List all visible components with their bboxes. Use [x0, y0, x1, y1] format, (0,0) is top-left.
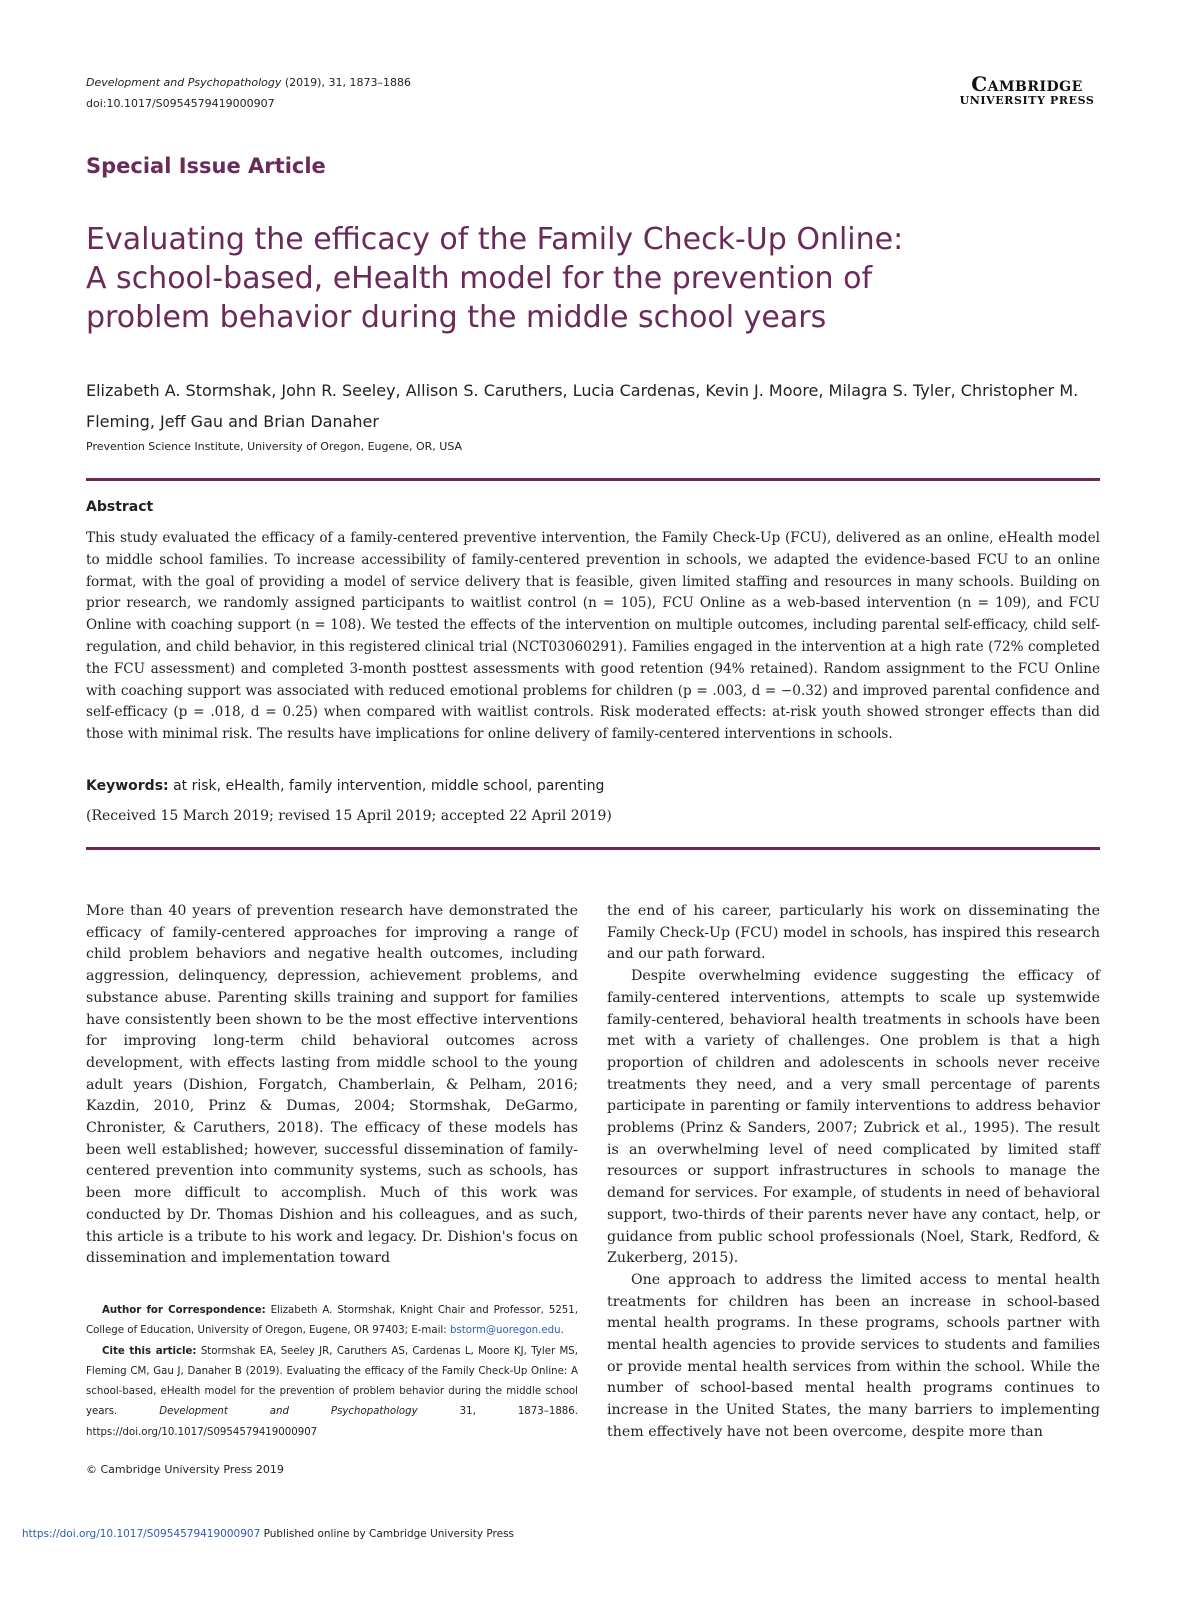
cite-tail: 31, 1873–1886. https://doi.org/10.1017/S0954579419000907	[86, 1406, 578, 1438]
abstract-heading: Abstract	[86, 499, 154, 515]
cite-label: Cite this article:	[102, 1345, 197, 1357]
copyright: © Cambridge University Press 2019	[86, 1463, 284, 1476]
affiliation: Prevention Science Institute, University of Oregon, Eugene, OR, USA	[86, 440, 463, 453]
body-paragraph: More than 40 years of prevention research have demonstrated the efficacy of family-centered approaches for improving a range of child problem behaviors and negative health outcomes, including aggression, delinquency, depression, achievement problems, and substance abuse. Parenting skills training and support for families have consistently been shown to be the most effective interventions for improving long-term child behavioral outcomes across development, with effects lasting from middle school to the young adult years (Dishion, Forgatch, Chamberlain, & Pelham, 2016; Kazdin, 2010, Prinz & Dumas, 2004; Stormshak, DeGarmo, Chronister, & Caruthers, 2018). The efficacy of these models has been well established; however, successful dissemination of family-centered prevention into community systems, such as schools, has been more difficult to accomplish. Much of this work was conducted by Dr. Thomas Dishion and his colleagues, and as such, this article is a tribute to his work and legacy. Dr. Dishion's focus on dissemination and implementation toward	[86, 903, 578, 1267]
title-line: problem behavior during the middle school years	[86, 300, 827, 335]
keywords	[86, 778, 604, 794]
footnote	[86, 1301, 578, 1443]
journal-volume: (2019), 31, 1873–1886	[281, 76, 411, 89]
cite-text: Stormshak EA, Seeley JR, Caruthers AS, Cardenas L, Moore KJ, Tyler MS, Fleming CM, Gau J, Danaher B (2019). Evaluating the efficacy of the Family Check-Up Online: A school-based, eHealth model for the prevention of problem behavior during the middle school years.	[86, 1345, 578, 1418]
body-column-right	[607, 901, 1100, 1444]
body-paragraph: Despite overwhelming evidence suggesting the efficacy of family-centered interventions, attempts to scale up systemwide family-centered, behavioral health treatments in schools have been met with a variety of challenges. One problem is that a high proportion of children and adolescents in schools never receive treatments they need, and a very small percentage of parents participate in parenting or family interventions to address behavior problems (Prinz & Sanders, 2007; Zubrick et al., 1995). The result is an overwhelming level of need complicated by limited staff resources or support infrastructures in schools to manage the demand for services. For example, of students in need of behavioral support, two-thirds of their parents never have any contact, help, or guidance from public school professionals (Noel, Stark, Redford, & Zukerberg, 2015).	[607, 968, 1100, 1267]
journal-info	[86, 72, 411, 114]
doi-link[interactable]: https://doi.org/10.1017/S0954579419000907	[22, 1528, 261, 1540]
publisher-subtitle: UNIVERSITY PRESS	[959, 94, 1095, 107]
correspondence-note	[86, 1301, 578, 1342]
title-line: Evaluating the efficacy of the Family Check-Up Online:	[86, 222, 904, 257]
author-list: Elizabeth A. Stormshak, John R. Seeley, Allison S. Caruthers, Lucia Cardenas, Kevin J. Moore, Milagra S. Tyler, Christopher M. Fleming, Jeff Gau and Brian Danaher	[86, 381, 1079, 431]
keywords-label: Keywords:	[86, 778, 169, 794]
article-type: Special Issue Article	[86, 154, 326, 178]
abstract-text: This study evaluated the efficacy of a family-centered preventive intervention, the Family Check-Up (FCU), delivered as an online, eHealth model to middle school families. To increase accessibility of family-centered prevention in schools, we adapted the evidence-based FCU to an online format, with the goal of providing a model of service delivery that is feasible, given limited staffing and resources in many schools. Building on prior research, we randomly assigned participants to waitlist control (n = 105), FCU Online as a web-based intervention (n = 109), and FCU Online with coaching support (n = 108). We tested the effects of the intervention on multiple outcomes, including parental self-efficacy, child self-regulation, and child behavior, in this registered clinical trial (NCT03060291). Families engaged in the intervention at a high rate (72% completed the FCU assessment) and completed 3-month posttest assessments with good retention (94% retained). Random assignment to the FCU Online with coaching support was associated with reduced emotional problems for children (p = .003, d = −0.32) and improved parental confidence and self-efficacy (p = .018, d = 0.25) when compared with waitlist controls. Risk moderated effects: at-risk youth showed stronger effects than did those with minimal risk. The results have implications for online delivery of family-centered interventions in schools.	[86, 530, 1100, 743]
correspondence-label: Author for Correspondence:	[102, 1305, 266, 1316]
publisher-logo	[952, 74, 1102, 108]
journal-doi: doi:10.1017/S0954579419000907	[86, 97, 275, 110]
article-title	[86, 220, 1086, 337]
section-divider	[86, 847, 1100, 850]
cite-note	[86, 1342, 578, 1443]
keywords-text: at risk, eHealth, family intervention, middle school, parenting	[168, 778, 605, 794]
journal-citation	[86, 72, 411, 93]
email-link[interactable]: bstorm@uoregon.edu	[449, 1325, 561, 1337]
body-column-left	[86, 901, 578, 1270]
section-divider	[86, 478, 1100, 481]
title-line: A school-based, eHealth model for the prevention of	[86, 261, 873, 296]
body-paragraph: One approach to address the limited access to mental health treatments for children has been an increase in school-based mental health programs. In these programs, schools partner with mental health agencies to provide services to students and families or provide mental health services from within the school. While the number of school-based mental health programs continues to increase in the United States, the many barriers to implementing them effectively have not been overcome, despite more than	[607, 1271, 1100, 1440]
journal-title: Development and Psychopathology	[86, 76, 282, 89]
body-paragraph: the end of his career, particularly his work on disseminating the Family Check-Up (FCU) model in schools, has inspired this research and our path forward.	[607, 903, 1100, 963]
publisher-name: Cambridge	[971, 72, 1083, 96]
page-footer	[22, 1528, 514, 1540]
correspondence-end: .	[560, 1325, 564, 1337]
correspondence-text: Elizabeth A. Stormshak, Knight Chair and Professor, 5251, College of Education, University of Oregon, Eugene, OR 97403; E-mail:	[86, 1305, 578, 1337]
footer-text: Published online by Cambridge University Press	[260, 1528, 515, 1540]
cite-journal: Development and Psychopathology	[159, 1406, 418, 1418]
article-history: (Received 15 March 2019; revised 15 April 2019; accepted 22 April 2019)	[86, 808, 612, 824]
